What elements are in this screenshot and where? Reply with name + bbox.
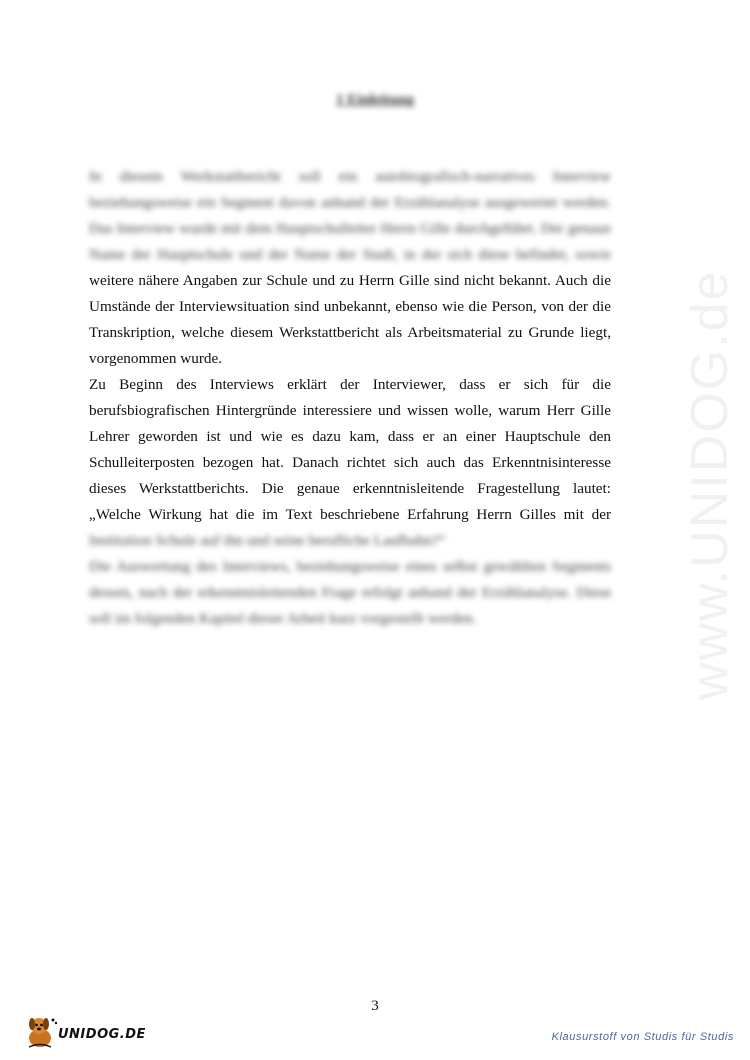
logo-text: UNIDOG.DE (58, 1027, 146, 1042)
text-line: Institution Schule auf ihn und seine berufliche Laufbahn?“ (89, 532, 446, 549)
text-line: Lehrer geworden ist und wie es dazu kam, dass er an einer Hauptschule den (89, 428, 611, 445)
text-line: Das Interview wurde mit dem Hauptschulleiter Herrn Gille durchgeführt. Der genaue (89, 220, 611, 237)
text-line: dessen, nach der erkenntnisleitenden Frage erfolgt anhand der Erzählanalyse. Diese (89, 584, 611, 601)
text-line: In diesem Werkstattbericht soll ein autobiografisch-narratives Interview (89, 168, 611, 185)
footer-slogan: Klausurstoff von Studis für Studis (551, 1031, 734, 1043)
text-line: Name der Hauptschule und der Name der Stadt, in der sich diese befindet, sowie (89, 246, 611, 263)
text-line: Zu Beginn des Interviews erklärt der Interviewer, dass er sich für die (89, 376, 611, 393)
text-line: dieses Werkstattberichts. Die genaue erkenntnisleitende Fragestellung lautet: (89, 480, 611, 497)
dog-icon (24, 1014, 58, 1050)
text-line: „Welche Wirkung hat die im Text beschriebene Erfahrung Herrn Gilles mit der (89, 506, 611, 523)
paragraph-2 (89, 372, 611, 554)
page-number: 3 (371, 998, 379, 1014)
unidog-logo (24, 1014, 184, 1052)
text-line: vorgenommen wurde. (89, 350, 223, 367)
text-line: beziehungsweise ein Segment davon anhand der Erzählanalyse ausgewertet werden. (89, 194, 611, 211)
text-line: soll im folgenden Kapitel dieser Arbeit kurz vorgestellt werden. (89, 610, 477, 627)
text-line: Schulleiterposten bezogen hat. Danach richtet sich auch das Erkenntnisinteresse (89, 454, 611, 471)
section-heading: 1 Einleitung (336, 92, 414, 108)
text-line: Transkription, welche diesem Werkstattbericht als Arbeitsmaterial zu Grunde liegt, (89, 324, 611, 341)
paragraph-3 (89, 554, 611, 632)
watermark: www.UNIDOG.de (681, 269, 739, 700)
text-line: Umstände der Interviewsituation sind unbekannt, ebenso wie die Person, von der die (89, 298, 611, 315)
text-line: Die Auswertung des Interviews, beziehungsweise eines selbst gewählten Segments (89, 558, 611, 575)
paragraph-1 (89, 164, 611, 372)
text-line: berufsbiografischen Hintergründe interessiere und wissen wolle, warum Herr Gille (89, 402, 611, 419)
text-line: weitere nähere Angaben zur Schule und zu Herrn Gille sind nicht bekannt. Auch die (89, 272, 611, 289)
body-text (89, 164, 611, 632)
